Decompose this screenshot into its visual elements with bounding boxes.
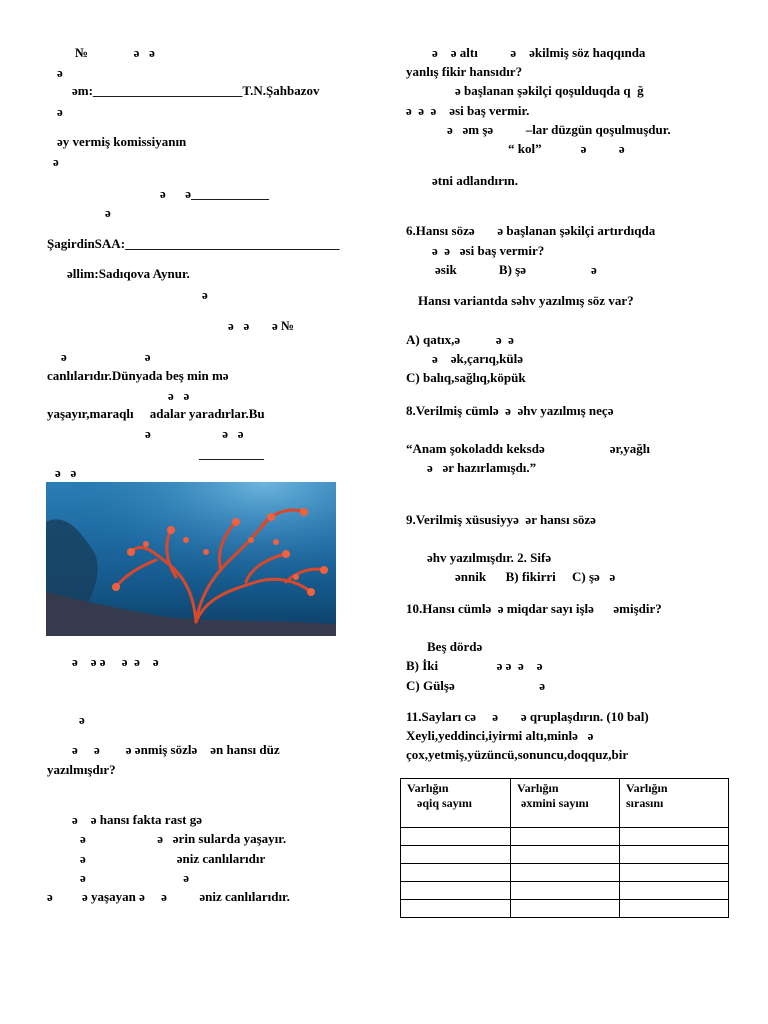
column-header-approx-line-1: Varlığın bbox=[517, 781, 559, 795]
column-header-order-line-2: sırasını bbox=[626, 796, 664, 810]
answer-blank: __________ bbox=[199, 446, 264, 461]
text-line-11: ə bbox=[202, 287, 208, 302]
q6-line-1: 6.Hansı sözə ə başlanan şəkilçi artırdıqda bbox=[406, 223, 656, 238]
q9-options: ənnik B) fikirri C) şə ə bbox=[455, 569, 616, 584]
header-line-2: ə bbox=[57, 65, 63, 80]
header-line-1: № ə ə bbox=[75, 45, 155, 60]
q5-option-d: ətni adlandırın. bbox=[432, 173, 518, 188]
table-cell[interactable] bbox=[401, 846, 511, 864]
question-1-line-1: ə ə ə ənmiş sözlə ən hansı düz bbox=[72, 742, 280, 757]
coral-photo bbox=[46, 482, 336, 636]
table-cell[interactable] bbox=[511, 900, 620, 918]
q10-option-a: Beş dördə bbox=[427, 639, 483, 654]
column-header-exact-line-2: əqiq sayını bbox=[417, 796, 473, 810]
q10-line-1: 10.Hansı cümlə ə miqdar sayı işlə əmişdir? bbox=[406, 601, 662, 616]
q9-line-1: 9.Verilmiş xüsusiyyə ər hansı sözə bbox=[406, 512, 596, 527]
q10-option-c: C) Gülşə ə bbox=[406, 678, 546, 693]
header-line-8: ə bbox=[105, 205, 111, 220]
table-cell[interactable] bbox=[511, 882, 620, 900]
table-cell[interactable] bbox=[511, 846, 620, 864]
table-header-row bbox=[401, 779, 729, 828]
q5-line-2: yanlış fikir hansıdır? bbox=[406, 64, 523, 79]
q5-option-a: ə başlanan şəkilçi qoşulduqda q ğ bbox=[455, 83, 644, 98]
option-d: ə ə yaşayan ə ə əniz canlılarıdır. bbox=[47, 889, 290, 904]
column-header-order bbox=[620, 779, 729, 828]
option-b: ə əniz canlılarıdır bbox=[80, 851, 266, 866]
q8-line-1: 8.Verilmiş cümlə ə əhv yazılmış neçə bbox=[406, 403, 614, 418]
q11-line-3: çox,yetmiş,yüzüncü,sonuncu,doqquz,bir bbox=[406, 747, 629, 762]
table-cell[interactable] bbox=[620, 846, 729, 864]
date-line: ə ə____________ bbox=[160, 186, 270, 201]
text-line-21: ə bbox=[79, 712, 85, 727]
text-line-13: ə ə bbox=[61, 349, 151, 364]
text-line-20: ə ə ə ə ə ə bbox=[72, 654, 159, 669]
q7-option-c: C) balıq,sağlıq,köpük bbox=[406, 370, 526, 385]
table-cell[interactable] bbox=[620, 864, 729, 882]
table-row bbox=[401, 828, 729, 846]
q6-line-2: ə ə əsi baş vermir? bbox=[432, 243, 545, 258]
table-cell[interactable] bbox=[620, 882, 729, 900]
table-cell[interactable] bbox=[401, 882, 511, 900]
text-line-15: ə ə bbox=[168, 388, 190, 403]
text-line-12: ə ə ə № bbox=[228, 318, 295, 333]
q6-options: əsik B) şə ə bbox=[435, 262, 597, 277]
question-2-line-1: ə ə hansı fakta rast gə bbox=[72, 812, 202, 827]
text-line-19: ə ə bbox=[55, 465, 77, 480]
q5-option-c: “ kol” ə ə bbox=[508, 141, 625, 156]
q7-option-a: A) qatıx,ə ə ə bbox=[406, 332, 514, 347]
column-header-exact bbox=[401, 779, 511, 828]
table-cell[interactable] bbox=[620, 828, 729, 846]
q10-option-b: B) İki ə ə ə ə bbox=[406, 658, 543, 673]
header-line-4: ə bbox=[57, 104, 63, 119]
column-header-order-line-1: Varlığın bbox=[626, 781, 668, 795]
table-cell[interactable] bbox=[401, 828, 511, 846]
table-row bbox=[401, 846, 729, 864]
q7-option-b: ə ək,çarıq,külə bbox=[432, 351, 523, 366]
teacher-name-line: əllim:Sadıqova Aynur. bbox=[67, 266, 190, 281]
table-cell[interactable] bbox=[511, 828, 620, 846]
q5-option-b: ə əm şə –lar düzgün qoşulmuşdur. bbox=[447, 122, 671, 137]
q11-line-2: Xeyli,yeddinci,iyirmi altı,minlə ə bbox=[406, 728, 594, 743]
question-1-line-2: yazılmışdır? bbox=[47, 762, 116, 777]
q5-option-a-cont: ə ə ə əsi baş vermir. bbox=[406, 103, 530, 118]
q7-line-1: Hansı variantda səhv yazılmış söz var? bbox=[418, 293, 634, 308]
q11-line-1: 11.Sayları cə ə ə qruplaşdırın. (10 bal) bbox=[406, 709, 649, 724]
header-line-6: ə bbox=[53, 154, 59, 169]
table-cell[interactable] bbox=[401, 864, 511, 882]
q8-sentence-2: ə ər hazırlamışdı.” bbox=[427, 460, 537, 475]
commission-line: əy vermiş komissiyanın bbox=[57, 134, 187, 149]
column-header-approx bbox=[511, 779, 620, 828]
option-a: ə ə ərin sularda yaşayır. bbox=[80, 831, 287, 846]
option-c: ə ə bbox=[80, 870, 190, 885]
table-cell[interactable] bbox=[401, 900, 511, 918]
table-cell[interactable] bbox=[620, 900, 729, 918]
text-line-17: ə ə ə bbox=[145, 426, 244, 441]
table-cell[interactable] bbox=[511, 864, 620, 882]
table-row bbox=[401, 882, 729, 900]
q5-line-1: ə ə altı ə əkilmiş söz haqqında bbox=[432, 45, 646, 60]
text-line-14: canlılarıdır.Dünyada beş min mə bbox=[47, 368, 229, 383]
table-row bbox=[401, 900, 729, 918]
teacher-approval-line: əm:_______________________T.N.Şahbazov bbox=[72, 83, 320, 98]
table-row bbox=[401, 864, 729, 882]
column-header-exact-line-1: Varlığın bbox=[407, 781, 449, 795]
q9-line-2: əhv yazılmışdır. 2. Sifə bbox=[427, 550, 552, 565]
column-header-approx-line-2: əxmini sayını bbox=[521, 796, 589, 810]
q8-sentence-1: “Anam şokoladdı keksdə ər,yağlı bbox=[406, 441, 651, 456]
student-name-line: ŞagirdinSAA:_________________________________ bbox=[47, 236, 340, 251]
text-line-16: yaşayır,maraqlı adalar yaradırlar.Bu bbox=[47, 406, 265, 421]
number-classification-table bbox=[400, 778, 729, 918]
coral-illustration bbox=[46, 482, 336, 636]
